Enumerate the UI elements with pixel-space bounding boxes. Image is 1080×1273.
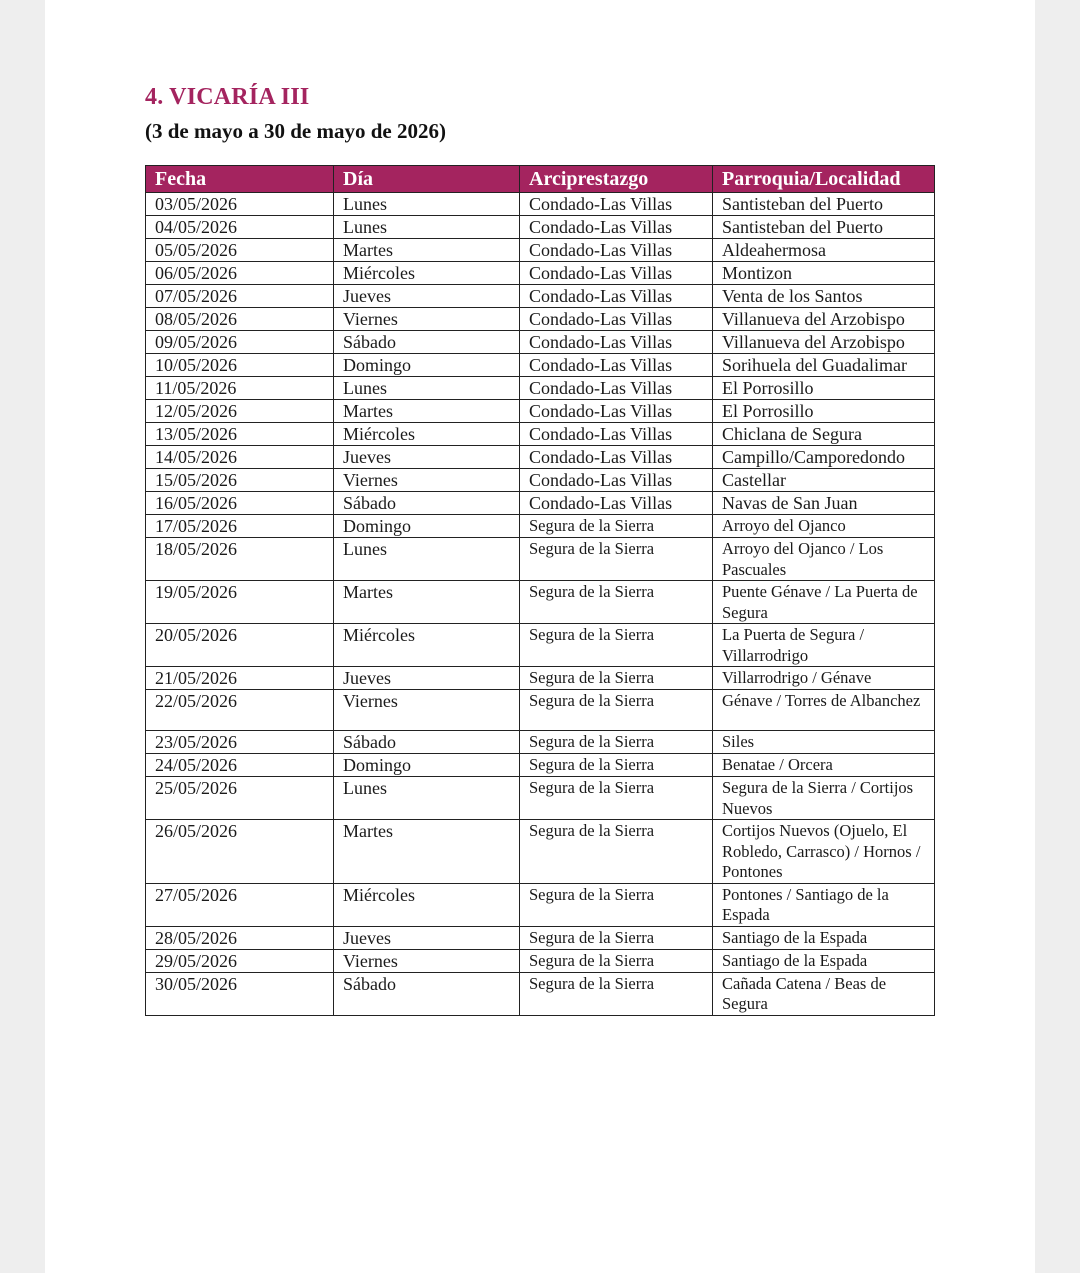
cell-arciprestazgo: Condado-Las Villas xyxy=(520,469,713,492)
cell-fecha: 10/05/2026 xyxy=(146,354,334,377)
table-row xyxy=(146,883,935,926)
cell-dia: Miércoles xyxy=(334,423,520,446)
cell-arciprestazgo: Condado-Las Villas xyxy=(520,354,713,377)
cell-parroquia: La Puerta de Segura / Villarrodrigo xyxy=(713,624,935,667)
cell-parroquia: Pontones / Santiago de la Espada xyxy=(713,883,935,926)
cell-arciprestazgo: Condado-Las Villas xyxy=(520,331,713,354)
table-row xyxy=(146,777,935,820)
schedule-table xyxy=(145,165,935,1016)
cell-fecha: 14/05/2026 xyxy=(146,446,334,469)
cell-dia: Viernes xyxy=(334,469,520,492)
cell-arciprestazgo: Segura de la Sierra xyxy=(520,972,713,1015)
cell-parroquia: Montizon xyxy=(713,262,935,285)
cell-arciprestazgo: Segura de la Sierra xyxy=(520,667,713,690)
cell-arciprestazgo: Segura de la Sierra xyxy=(520,624,713,667)
cell-arciprestazgo: Condado-Las Villas xyxy=(520,423,713,446)
cell-arciprestazgo: Segura de la Sierra xyxy=(520,926,713,949)
cell-fecha: 07/05/2026 xyxy=(146,285,334,308)
cell-fecha: 26/05/2026 xyxy=(146,820,334,884)
cell-arciprestazgo: Segura de la Sierra xyxy=(520,883,713,926)
cell-dia: Sábado xyxy=(334,972,520,1015)
table-row xyxy=(146,492,935,515)
cell-arciprestazgo: Condado-Las Villas xyxy=(520,239,713,262)
cell-dia: Sábado xyxy=(334,331,520,354)
cell-fecha: 03/05/2026 xyxy=(146,193,334,216)
cell-dia: Jueves xyxy=(334,285,520,308)
cell-fecha: 19/05/2026 xyxy=(146,581,334,624)
cell-dia: Viernes xyxy=(334,690,520,731)
table-row xyxy=(146,820,935,884)
cell-dia: Martes xyxy=(334,239,520,262)
cell-parroquia: Villanueva del Arzobispo xyxy=(713,308,935,331)
table-row xyxy=(146,667,935,690)
cell-arciprestazgo: Condado-Las Villas xyxy=(520,308,713,331)
table-row xyxy=(146,949,935,972)
cell-arciprestazgo: Segura de la Sierra xyxy=(520,949,713,972)
cell-dia: Martes xyxy=(334,820,520,884)
cell-arciprestazgo: Condado-Las Villas xyxy=(520,216,713,239)
table-row xyxy=(146,581,935,624)
cell-dia: Lunes xyxy=(334,538,520,581)
table-row xyxy=(146,377,935,400)
cell-fecha: 16/05/2026 xyxy=(146,492,334,515)
cell-parroquia: Santiago de la Espada xyxy=(713,949,935,972)
cell-parroquia: Chiclana de Segura xyxy=(713,423,935,446)
header-fecha: Fecha xyxy=(146,166,334,193)
cell-dia: Miércoles xyxy=(334,262,520,285)
cell-arciprestazgo: Condado-Las Villas xyxy=(520,262,713,285)
header-arciprestazgo: Arciprestazgo xyxy=(520,166,713,193)
header-parroquia: Parroquia/Localidad xyxy=(713,166,935,193)
cell-parroquia: Génave / Torres de Albanchez xyxy=(713,690,935,731)
table-header-row xyxy=(146,166,935,193)
cell-parroquia: Arroyo del Ojanco xyxy=(713,515,935,538)
cell-dia: Viernes xyxy=(334,308,520,331)
cell-parroquia: Segura de la Sierra / Cortijos Nuevos xyxy=(713,777,935,820)
cell-arciprestazgo: Segura de la Sierra xyxy=(520,538,713,581)
cell-fecha: 11/05/2026 xyxy=(146,377,334,400)
cell-parroquia: Aldeahermosa xyxy=(713,239,935,262)
cell-arciprestazgo: Segura de la Sierra xyxy=(520,777,713,820)
cell-parroquia: Sorihuela del Guadalimar xyxy=(713,354,935,377)
table-row xyxy=(146,515,935,538)
cell-dia: Domingo xyxy=(334,515,520,538)
cell-dia: Lunes xyxy=(334,216,520,239)
cell-fecha: 17/05/2026 xyxy=(146,515,334,538)
table-row xyxy=(146,469,935,492)
cell-parroquia: Campillo/Camporedondo xyxy=(713,446,935,469)
cell-dia: Lunes xyxy=(334,193,520,216)
table-row xyxy=(146,285,935,308)
table-row xyxy=(146,754,935,777)
cell-arciprestazgo: Condado-Las Villas xyxy=(520,446,713,469)
cell-parroquia: El Porrosillo xyxy=(713,400,935,423)
cell-dia: Sábado xyxy=(334,492,520,515)
cell-dia: Jueves xyxy=(334,446,520,469)
cell-dia: Domingo xyxy=(334,754,520,777)
cell-parroquia: Cortijos Nuevos (Ojuelo, El Robledo, Carrasco) / Hornos / Pontones xyxy=(713,820,935,884)
cell-parroquia: Santiago de la Espada xyxy=(713,926,935,949)
cell-fecha: 28/05/2026 xyxy=(146,926,334,949)
cell-arciprestazgo: Condado-Las Villas xyxy=(520,193,713,216)
table-row xyxy=(146,216,935,239)
cell-dia: Miércoles xyxy=(334,883,520,926)
cell-arciprestazgo: Segura de la Sierra xyxy=(520,754,713,777)
cell-arciprestazgo: Condado-Las Villas xyxy=(520,377,713,400)
table-row xyxy=(146,926,935,949)
cell-dia: Lunes xyxy=(334,777,520,820)
cell-fecha: 05/05/2026 xyxy=(146,239,334,262)
cell-arciprestazgo: Condado-Las Villas xyxy=(520,285,713,308)
cell-arciprestazgo: Condado-Las Villas xyxy=(520,400,713,423)
cell-fecha: 24/05/2026 xyxy=(146,754,334,777)
cell-fecha: 30/05/2026 xyxy=(146,972,334,1015)
cell-arciprestazgo: Segura de la Sierra xyxy=(520,515,713,538)
cell-arciprestazgo: Segura de la Sierra xyxy=(520,731,713,754)
cell-parroquia: Navas de San Juan xyxy=(713,492,935,515)
table-row xyxy=(146,731,935,754)
cell-fecha: 13/05/2026 xyxy=(146,423,334,446)
cell-fecha: 21/05/2026 xyxy=(146,667,334,690)
cell-dia: Viernes xyxy=(334,949,520,972)
table-row xyxy=(146,690,935,731)
cell-parroquia: Arroyo del Ojanco / Los Pascuales xyxy=(713,538,935,581)
document-page xyxy=(45,0,1035,1273)
cell-arciprestazgo: Segura de la Sierra xyxy=(520,820,713,884)
cell-parroquia: Puente Génave / La Puerta de Segura xyxy=(713,581,935,624)
header-dia: Día xyxy=(334,166,520,193)
cell-fecha: 20/05/2026 xyxy=(146,624,334,667)
table-row xyxy=(146,331,935,354)
cell-fecha: 08/05/2026 xyxy=(146,308,334,331)
table-row xyxy=(146,354,935,377)
cell-dia: Sábado xyxy=(334,731,520,754)
table-row xyxy=(146,239,935,262)
table-row xyxy=(146,308,935,331)
cell-arciprestazgo: Segura de la Sierra xyxy=(520,690,713,731)
table-row xyxy=(146,624,935,667)
cell-fecha: 04/05/2026 xyxy=(146,216,334,239)
section-heading: 4. VICARÍA III xyxy=(145,84,310,110)
cell-parroquia: El Porrosillo xyxy=(713,377,935,400)
cell-parroquia: Cañada Catena / Beas de Segura xyxy=(713,972,935,1015)
cell-fecha: 18/05/2026 xyxy=(146,538,334,581)
cell-fecha: 22/05/2026 xyxy=(146,690,334,731)
table-row xyxy=(146,400,935,423)
cell-fecha: 29/05/2026 xyxy=(146,949,334,972)
cell-dia: Jueves xyxy=(334,926,520,949)
cell-fecha: 15/05/2026 xyxy=(146,469,334,492)
cell-fecha: 27/05/2026 xyxy=(146,883,334,926)
cell-fecha: 09/05/2026 xyxy=(146,331,334,354)
table-row xyxy=(146,972,935,1015)
cell-fecha: 23/05/2026 xyxy=(146,731,334,754)
cell-dia: Martes xyxy=(334,400,520,423)
cell-dia: Domingo xyxy=(334,354,520,377)
cell-parroquia: Siles xyxy=(713,731,935,754)
cell-arciprestazgo: Condado-Las Villas xyxy=(520,492,713,515)
cell-parroquia: Villanueva del Arzobispo xyxy=(713,331,935,354)
cell-parroquia: Santisteban del Puerto xyxy=(713,216,935,239)
cell-fecha: 25/05/2026 xyxy=(146,777,334,820)
cell-parroquia: Benatae / Orcera xyxy=(713,754,935,777)
cell-dia: Martes xyxy=(334,581,520,624)
cell-fecha: 12/05/2026 xyxy=(146,400,334,423)
cell-dia: Lunes xyxy=(334,377,520,400)
table-row xyxy=(146,193,935,216)
cell-fecha: 06/05/2026 xyxy=(146,262,334,285)
table-row xyxy=(146,446,935,469)
date-range-subheading: (3 de mayo a 30 de mayo de 2026) xyxy=(145,119,446,143)
table-row xyxy=(146,538,935,581)
cell-dia: Miércoles xyxy=(334,624,520,667)
table-row xyxy=(146,262,935,285)
cell-arciprestazgo: Segura de la Sierra xyxy=(520,581,713,624)
cell-parroquia: Venta de los Santos xyxy=(713,285,935,308)
cell-parroquia: Villarrodrigo / Génave xyxy=(713,667,935,690)
cell-dia: Jueves xyxy=(334,667,520,690)
cell-parroquia: Castellar xyxy=(713,469,935,492)
table-body xyxy=(146,193,935,1016)
cell-parroquia: Santisteban del Puerto xyxy=(713,193,935,216)
table-row xyxy=(146,423,935,446)
